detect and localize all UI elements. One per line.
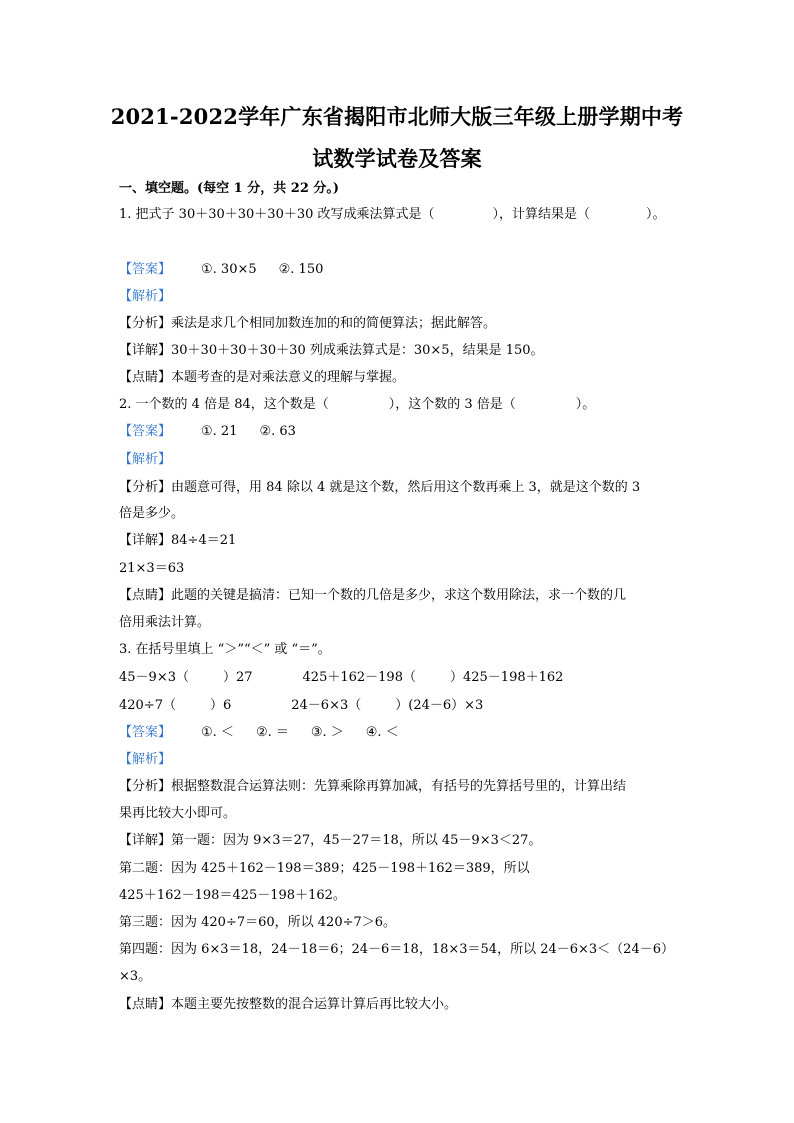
q1-text-b: ），计算结果是（	[492, 207, 591, 222]
question-2	[119, 396, 595, 414]
q1-answer-1: ①. 30×5	[201, 262, 257, 277]
q2-dianjing-text-1: 此题的关键是搞清：已知一个数的几倍是多少，求这个数用除法，求一个数的几	[171, 588, 627, 603]
q2-fenxi-text-1: 由题意可得，用 84 除以 4 就是这个数，然后用这个数再乘上 3，就是这个数的 3	[171, 480, 641, 495]
q2-analysis-tag	[119, 451, 171, 469]
q2-xiangjie-line1	[119, 532, 236, 550]
q1-xiangjie-text: 30＋30＋30＋30＋30 列成乘法算式是：30×5，结果是 150。	[171, 343, 544, 358]
q2-fenxi-line1	[119, 479, 640, 497]
q1-answer-2: ②. 150	[278, 262, 324, 277]
q3-answer	[119, 724, 399, 742]
q1-xiangjie	[119, 342, 544, 360]
q2-xiangjie-text-1: 84÷4＝21	[171, 533, 237, 548]
q2-dianjing-line2: 倍用乘法计算。	[119, 615, 211, 630]
q1-text-c: ）。	[646, 207, 666, 222]
q3-row2	[119, 697, 483, 715]
page-title-line1: 2021-2022学年广东省揭阳市北师大版三年级上册学期中考	[110, 104, 684, 129]
q2-answer-2: ②. 63	[259, 424, 296, 439]
q1-dianjing	[119, 369, 405, 387]
q3-xiangjie-line6: ×3。	[119, 969, 152, 984]
fenxi-tag: 【分析】	[119, 316, 172, 331]
q3-answer-3: ③. ＞	[310, 725, 344, 740]
fenxi-tag: 【分析】	[119, 480, 172, 495]
section-heading: 一、填空题。(每空 1 分，共 22 分。)	[119, 181, 340, 196]
q3-fenxi-text-1: 根据整数混合运算法则：先算乘除再算加减，有括号的先算括号里的，计算出结	[171, 779, 627, 794]
q3-xiangjie-line5: 第四题：因为 6×3＝18，24－18＝6；24－6＝18，18×3＝54，所以 24－6×3＜（24－6）	[119, 942, 674, 957]
q3-row1-right: 425＋162－198（	[302, 670, 416, 685]
dianjing-tag: 【点睛】	[119, 997, 172, 1012]
q2-text-c: ）。	[575, 397, 596, 412]
q3-xiangjie-line4: 第三题：因为 420÷7＝60，所以 420÷7＞6。	[119, 915, 397, 930]
page-title-line2: 试数学试卷及答案	[312, 146, 482, 171]
q3-row2-right-end: ）(24－6）×3	[395, 698, 484, 713]
q3-xiangjie-line3: 425＋162－198＝425－198＋162。	[119, 888, 346, 903]
dianjing-tag: 【点睛】	[119, 588, 172, 603]
q2-text-b: ），这个数的 3 倍是（	[388, 397, 516, 412]
q2-answer-1: ①. 21	[201, 424, 238, 439]
analysis-tag: 【解析】	[119, 452, 172, 467]
answer-tag: 【答案】	[119, 424, 172, 439]
q3-fenxi-line1	[119, 778, 626, 796]
analysis-tag: 【解析】	[119, 289, 172, 304]
q3-analysis-tag	[119, 751, 171, 769]
q2-text-a: 2. 一个数的 4 倍是 84，这个数是（	[119, 397, 329, 412]
q3-xiangjie-line2: 第二题：因为 425＋162－198＝389；425－198＋162＝389，所以	[119, 861, 530, 876]
q3-row1-right-end: ）425－198＋162	[449, 670, 564, 685]
question-1	[119, 206, 666, 224]
q3-dianjing-text: 本题主要先按整数的混合运算计算后再比较大小。	[171, 997, 458, 1012]
q3-row2-left: 420÷7（	[119, 698, 176, 713]
q3-xiangjie-line1	[119, 832, 541, 850]
q2-xiangjie-line2: 21×3＝63	[119, 561, 185, 576]
q1-fenxi	[119, 315, 496, 333]
q1-analysis-tag	[119, 288, 171, 306]
q3-xiangjie-text-1: 第一题：因为 9×3＝27，45－27＝18，所以 45－9×3＜27。	[171, 833, 542, 848]
dianjing-tag: 【点睛】	[119, 370, 172, 385]
q1-fenxi-text: 乘法是求几个相同加数连加的和的简便算法；据此解答。	[171, 316, 497, 331]
q3-row2-left-end: ）6	[209, 698, 232, 713]
q3-answer-2: ②. ＝	[255, 725, 289, 740]
fenxi-tag: 【分析】	[119, 779, 172, 794]
q3-answer-1: ①. ＜	[201, 725, 234, 740]
q2-fenxi-line2: 倍是多少。	[119, 506, 185, 521]
q1-dianjing-text: 本题考查的是对乘法意义的理解与掌握。	[171, 370, 406, 385]
analysis-tag: 【解析】	[119, 752, 172, 767]
q1-text-a: 1. 把式子 30＋30＋30＋30＋30 改写成乘法算式是（	[119, 207, 435, 222]
q3-row1-left: 45－9×3（	[119, 670, 189, 685]
question-3: 3. 在括号里填上 “＞”“＜” 或 “＝”。	[119, 642, 331, 657]
answer-tag: 【答案】	[119, 262, 172, 277]
xiangjie-tag: 【详解】	[119, 533, 172, 548]
q3-row2-right: 24－6×3（	[291, 698, 362, 713]
q2-dianjing-line1	[119, 587, 626, 605]
q1-answer	[119, 261, 323, 279]
q2-answer	[119, 423, 296, 441]
answer-tag: 【答案】	[119, 725, 172, 740]
q3-dianjing	[119, 996, 457, 1014]
q3-fenxi-line2: 果再比较大小即可。	[119, 806, 237, 821]
xiangjie-tag: 【详解】	[119, 343, 172, 358]
xiangjie-tag: 【详解】	[119, 833, 172, 848]
q3-answer-4: ④. ＜	[365, 725, 399, 740]
q3-row1-left-end: ）27	[222, 670, 253, 685]
q3-row1	[119, 669, 563, 687]
